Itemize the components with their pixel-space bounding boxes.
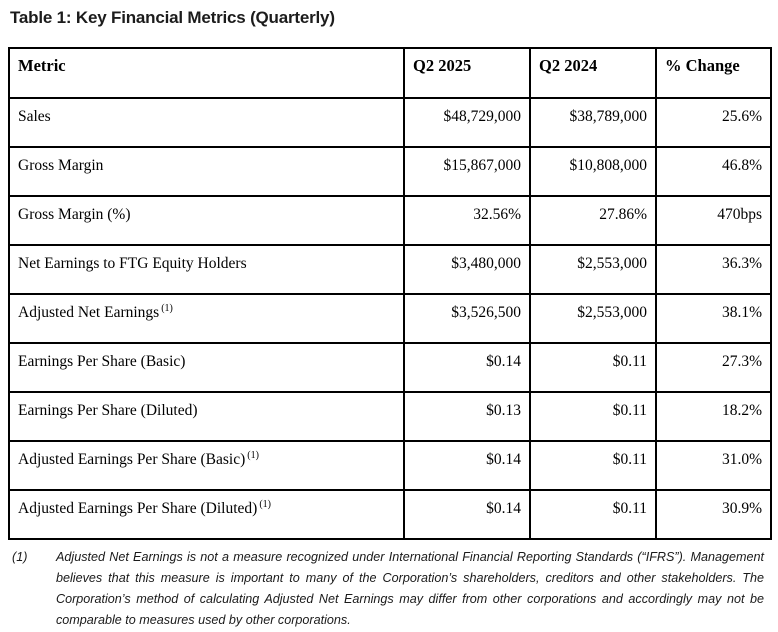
- metric-name: Adjusted Earnings Per Share (Diluted): [18, 500, 258, 517]
- financial-metrics-table: [8, 47, 772, 540]
- q2-2025-cell: $0.14: [404, 343, 530, 392]
- pct-change-cell: 31.0%: [656, 441, 771, 490]
- metric-name: Gross Margin (%): [18, 206, 131, 223]
- footnote-marker: (1): [12, 550, 28, 564]
- pct-change-cell: 18.2%: [656, 392, 771, 441]
- footnote-ref: [247, 254, 249, 265]
- metric-cell: [9, 147, 404, 196]
- q2-2024-cell: $0.11: [530, 490, 656, 539]
- pct-change-cell: 27.3%: [656, 343, 771, 392]
- q2-2024-cell: $2,553,000: [530, 294, 656, 343]
- metric-name: Adjusted Earnings Per Share (Basic): [18, 451, 246, 468]
- metric-name: Earnings Per Share (Diluted): [18, 402, 198, 419]
- q2-2024-cell: $0.11: [530, 343, 656, 392]
- metric-cell: [9, 98, 404, 147]
- pct-change-cell: 470bps: [656, 196, 771, 245]
- footnote-ref: [131, 205, 133, 216]
- column-header-q2-2025: Q2 2025: [404, 48, 530, 98]
- column-header-q2-2024: Q2 2024: [530, 48, 656, 98]
- q2-2025-cell: $0.13: [404, 392, 530, 441]
- metric-name: Earnings Per Share (Basic): [18, 353, 186, 370]
- pct-change-cell: 46.8%: [656, 147, 771, 196]
- metric-name: Gross Margin: [18, 157, 104, 174]
- q2-2025-cell: 32.56%: [404, 196, 530, 245]
- q2-2025-cell: $15,867,000: [404, 147, 530, 196]
- footnote-ref: [185, 352, 187, 363]
- footnote-ref: (1): [247, 449, 259, 461]
- column-header-pct-change: % Change: [656, 48, 771, 98]
- table-header-row: [9, 48, 771, 98]
- q2-2025-cell: $0.14: [404, 441, 530, 490]
- pct-change-cell: 38.1%: [656, 294, 771, 343]
- footnote-ref: [103, 156, 105, 167]
- table-row: [9, 245, 771, 294]
- pct-change-cell: 30.9%: [656, 490, 771, 539]
- metric-name: Sales: [18, 108, 51, 125]
- q2-2025-cell: $0.14: [404, 490, 530, 539]
- table-row: [9, 196, 771, 245]
- metric-cell: [9, 392, 404, 441]
- footnote-ref: [51, 107, 53, 118]
- q2-2025-cell: $3,526,500: [404, 294, 530, 343]
- footnote-ref: (1): [161, 302, 173, 314]
- q2-2024-cell: $38,789,000: [530, 98, 656, 147]
- table-title: Table 1: Key Financial Metrics (Quarterly): [10, 8, 335, 27]
- metric-cell: [9, 245, 404, 294]
- pct-change-cell: 25.6%: [656, 98, 771, 147]
- q2-2024-cell: $2,553,000: [530, 245, 656, 294]
- table-row: [9, 98, 771, 147]
- footnote-text: Adjusted Net Earnings is not a measure recognized under International Financial Reporting Standards (“IFRS”). Management believes that this measure is important to many of the Corporation’s shareholders, creditors and other stakeholders. The Corporation’s method of calculating Adjusted Net Earnings may differ from other corporations and accordingly may not be comparable to measures used by other corporations.: [56, 550, 764, 628]
- metric-name: Adjusted Net Earnings: [18, 304, 160, 321]
- table-row: [9, 392, 771, 441]
- column-header-metric: Metric: [9, 48, 404, 98]
- q2-2024-cell: $0.11: [530, 441, 656, 490]
- metric-cell: [9, 343, 404, 392]
- q2-2025-cell: $3,480,000: [404, 245, 530, 294]
- metric-cell: [9, 196, 404, 245]
- pct-change-cell: 36.3%: [656, 245, 771, 294]
- q2-2025-cell: $48,729,000: [404, 98, 530, 147]
- table-row: [9, 490, 771, 539]
- footnote: [8, 547, 770, 632]
- table-row: [9, 441, 771, 490]
- q2-2024-cell: $0.11: [530, 392, 656, 441]
- table-row: [9, 147, 771, 196]
- metric-cell: [9, 294, 404, 343]
- table-row: [9, 343, 771, 392]
- metric-name: Net Earnings to FTG Equity Holders: [18, 255, 247, 272]
- table-row: [9, 294, 771, 343]
- metric-cell: [9, 441, 404, 490]
- q2-2024-cell: $10,808,000: [530, 147, 656, 196]
- footnote-ref: [198, 401, 200, 412]
- metric-cell: [9, 490, 404, 539]
- footnote-ref: (1): [259, 498, 272, 510]
- q2-2024-cell: 27.86%: [530, 196, 656, 245]
